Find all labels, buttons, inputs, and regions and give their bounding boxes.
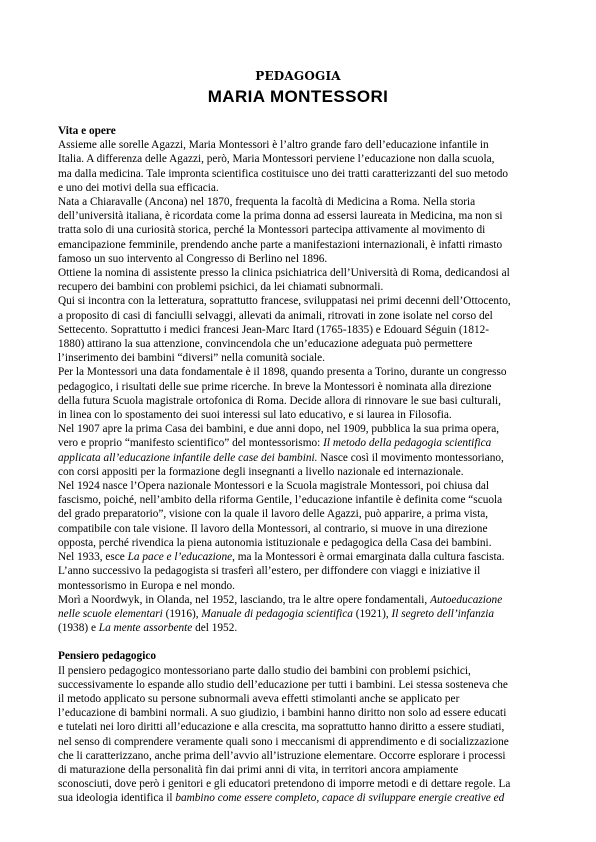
book-title: nelle scuole elementari	[58, 607, 163, 620]
text-line: in linea con lo spostamento dei suoi interessi sul lato educativo, e si laurea in Filosofia.	[58, 409, 452, 422]
text-line: Nel 1907 apre la prima Casa dei bambini, e due anni dopo, nel 1909, pubblica la sua prima opera,	[58, 423, 500, 436]
paragraph-death	[58, 593, 540, 636]
text-run: vero e proprio “manifesto scientifico” del montessorismo:	[58, 437, 324, 450]
text-line: opposta, perché rivendica la piena autonomia istituzionale e pedagogica della Casa dei bambini.	[58, 536, 492, 549]
text-run: Nel 1933, esce	[58, 551, 128, 564]
text-line: tratta solo di una curiosità storica, perché la Montessori partecipa attivamente al movimento di	[58, 224, 486, 237]
paragraph-literature	[58, 294, 540, 365]
text-line: e uno dei motivi della sua efficacia.	[58, 181, 219, 194]
page-title: MARIA MONTESSORI	[207, 87, 389, 106]
paragraph-1907	[58, 422, 540, 479]
text-line: 1880) attirano la sua attenzione, convincendola che un’educazione adeguata può permettere	[58, 338, 473, 351]
text-line	[58, 451, 540, 465]
book-title: Il segreto dell’infanzia	[391, 607, 495, 620]
text-line: successivamente lo espande allo studio dell’educazione per tutti i bambini. Lei stessa sosteneva che	[58, 678, 508, 691]
section-spacer	[58, 635, 540, 649]
text-run: sua ideologia identifica il	[58, 792, 176, 805]
paragraph-1924	[58, 479, 540, 550]
text-line: Qui si incontra con la letteratura, soprattutto francese, sviluppatasi nei primi decenni dell’Ottocento,	[58, 295, 511, 308]
text-line: della futura Scuola magistrale ortofonica di Roma. Decide allora di rinnovare le sue basi culturali,	[58, 394, 501, 407]
text-line: Ottiene la nomina di assistente presso la clinica psichiatrica dell’Università di Roma, dedicandosi al	[58, 267, 510, 280]
paragraph-1898	[58, 365, 540, 422]
text-line: emancipazione femminile, prendendo anche parte a manifestazioni internazionali, è infatti rimasto	[58, 238, 503, 251]
book-title: La pace e l’educazione	[127, 551, 233, 564]
text-line	[58, 621, 540, 635]
text-line: a proposito di casi di fanciulli selvaggi, allevati da animali, ritrovati in zone isolate nel corso del	[58, 309, 493, 322]
text-line: pedagogico, i risultati delle sue prime ricerche. In breve la Montessori è nominata alla direzione	[58, 380, 492, 393]
text-run: Morì a Noordwyk, in Olanda, nel 1952, lasciando, tra le altre opere fondamentali,	[58, 593, 431, 606]
text-line: famoso un suo intervento al Congresso di Berlino nel 1896.	[58, 252, 328, 265]
book-title: Autoeducazione	[430, 593, 503, 606]
text-line: nel senso di comprendere veramente quali sono i meccanismi di apprendimento e di socializzazione	[58, 735, 509, 748]
text-line: Settecento. Soprattutto i medici francesi Jean-Marc Itard (1765-1835) e Edouard Séguin (1812-	[58, 323, 490, 336]
book-title: Manuale di pedagogia scientifica	[201, 607, 353, 620]
text-line: Per la Montessori una data fondamentale è il 1898, quando presenta a Torino, durante un congresso	[58, 366, 507, 379]
text-line: l’educazione di bambini normali. A suo giudizio, i bambini hanno diritto non solo ad essere educati	[58, 707, 507, 720]
text-line	[58, 607, 540, 621]
paragraph-intro	[58, 138, 540, 195]
text-line	[58, 593, 540, 607]
text-run: (1921),	[352, 607, 392, 620]
text-line: Nel 1924 nasce l’Opera nazionale Montessori e la Scuola magistrale Montessori, poi chiusa dal	[58, 480, 490, 493]
text-line: L’anno successivo la pedagogista si trasferì all’estero, per diffondere con viaggi e iniziative il	[58, 565, 481, 578]
text-line: che li caratterizzano, anche prima dell’avvio all’istruzione elementare. Occorre esplorare i processi	[58, 749, 506, 762]
text-line: Nata a Chiaravalle (Ancona) nel 1870, frequenta la facoltà di Medicina a Roma. Nella storia	[58, 196, 476, 209]
paragraph-1933	[58, 550, 540, 593]
text-line: e tutelati nei loro diritti all’educazione e alla crescita, ma soprattutto hanno diritto a essere studiati,	[58, 721, 505, 734]
text-line: Italia. A differenza delle Agazzi, però, Maria Montessori perviene l’educazione non dalla scuola,	[58, 153, 495, 166]
section-heading-pensiero: Pensiero pedagogico	[58, 650, 157, 663]
text-line: recupero dei bambini con problemi psichici, da lei chiamati subnormali.	[58, 281, 384, 294]
text-run: , ma la Montessori è ormai emarginata dalla cultura fascista.	[232, 551, 505, 564]
section-heading-vita: Vita e opere	[58, 125, 116, 137]
text-line: il metodo applicato su persone subnormali aveva effetti stimolanti anche se applicato per	[58, 692, 460, 705]
text-line: del grado preparatorio”, visione con la quale il lavoro delle Agazzi, può apparire, a prima vista,	[58, 508, 489, 521]
document-body	[58, 124, 540, 806]
book-title: applicata all’educazione infantile delle case dei bambini.	[58, 451, 318, 464]
text-line	[58, 791, 540, 805]
paragraph-birth	[58, 195, 540, 266]
book-title: La mente assorbente	[98, 622, 193, 635]
text-run: del 1952.	[192, 622, 238, 635]
text-line: di maturazione della personalità fin dai primi anni di vita, in territori ancora ampiamente	[58, 763, 459, 776]
text-line: sconosciuti, dove però i genitori e gli educatori pretendono di imporre metodi e di dettare regole. La	[58, 778, 511, 791]
text-line: fascismo, poiché, nell’ambito della riforma Gentile, l’educazione infantile è definita come “scuola	[58, 494, 503, 507]
text-line: montessorismo in Europa e nel mondo.	[58, 579, 235, 592]
text-line: compatibile con tale visione. Il lavoro della Montessori, al contrario, si muove in una direzione	[58, 522, 488, 535]
book-title: Il metodo della pedagogia scientifica	[323, 437, 492, 450]
text-line: con corsi appositi per la formazione degli insegnanti a livello nazionale ed internazionale.	[58, 465, 464, 478]
emphasis: bambino come essere completo, capace di sviluppare energie creative ed	[175, 792, 505, 805]
text-line: Assieme alle sorelle Agazzi, Maria Montessori è l’altro grande faro dell’educazione infantile in	[58, 139, 489, 152]
text-line: ma dalla medicina. Tale impronta scientifica costituisce uno dei tratti caratterizzanti del suo metodo	[58, 167, 509, 180]
subject-kicker: PEDAGOGIA	[255, 69, 341, 83]
text-line: Il pensiero pedagogico montessoriano parte dallo studio dei bambini con problemi psichici,	[58, 664, 471, 677]
text-line: dell’università italiana, è ricordata come la prima donna ad essersi laureata in Medicina, ma non si	[58, 210, 503, 223]
paragraph-pensiero	[58, 664, 540, 806]
text-run: (1916),	[162, 607, 202, 620]
text-line	[58, 550, 540, 564]
text-run: Nasce così il movimento montessoriano,	[317, 451, 504, 464]
paragraph-assistant	[58, 266, 540, 294]
text-line	[58, 436, 540, 450]
text-line: l’inserimento dei bambini “diversi” nella comunità sociale.	[58, 352, 325, 365]
text-run: (1938) e	[58, 622, 99, 635]
